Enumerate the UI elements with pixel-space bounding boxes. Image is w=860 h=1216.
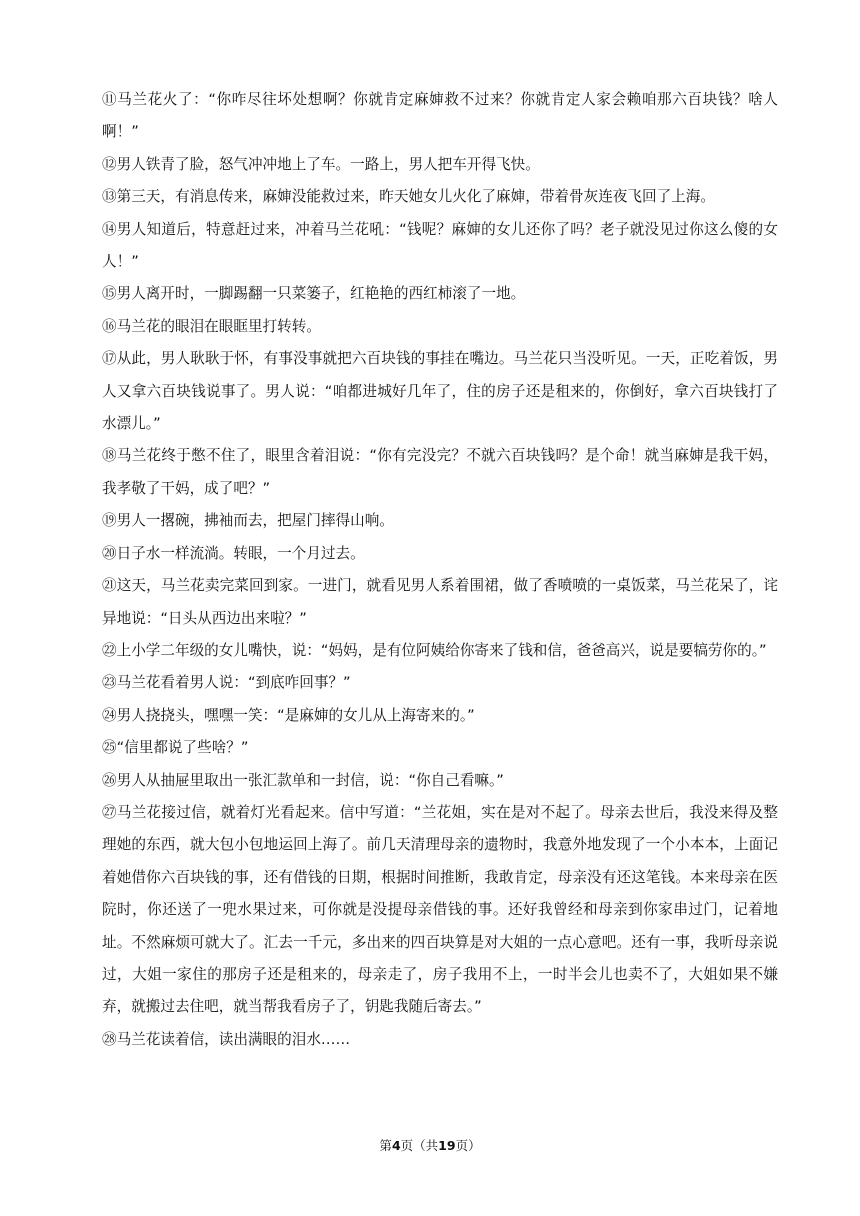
page-footer xyxy=(0,1136,860,1154)
footer-page-number: 4 xyxy=(391,1138,401,1153)
paragraph-26: ㉖男人从抽屉里取出一张汇款单和一封信，说：“你自己看嘛。” xyxy=(102,771,504,789)
paragraph-15: ⑮男人离开时，一脚踢翻一只菜篓子，红艳艳的西红柿滚了一地。 xyxy=(102,285,526,303)
paragraph-21: ㉑这天，马兰花卖完菜回到家。一进门，就看见男人系着围裙，做了香喷喷的一桌饭菜，马兰花呆了，诧异地说：“日头从西边出来啦？” xyxy=(102,577,778,627)
paragraph-27: ㉗马兰花接过信，就着灯光看起来。信中写道：“兰花姐，实在是对不起了。母亲去世后，我没来得及整理她的东西，就大包小包地运回上海了。前几天清理母亲的遗物时，我意外地发现了一个小本本，上面记着她借你六百块钱的事，还有借钱的日期，根据时间推断，我敢肯定，母亲没有还这笔钱。本来母亲在医院时，你还送了一兜水果过来，可你就是没提母亲借钱的事。还好我曾经和母亲到你家串过门，记着地址。不然麻烦可就大了。汇去一千元，多出来的四百块算是对大姐的一点心意吧。还有一事，我听母亲说过，大姐一家住的那房子还是租来的，母亲走了，房子我用不上，一时半会儿也卖不了，大姐如果不嫌弃，就搬过去住吧，就当帮我看房子了，钥匙我随后寄去。” xyxy=(102,803,778,1016)
paragraph-24: ㉔男人挠挠头，嘿嘿一笑：“是麻婶的女儿从上海寄来的。” xyxy=(102,706,475,724)
footer-middle: 页（共 xyxy=(400,1138,439,1153)
footer-suffix: 页） xyxy=(455,1138,481,1153)
paragraph-25: ㉕“信里都说了些啥？” xyxy=(102,739,249,757)
footer-total-pages: 19 xyxy=(438,1138,456,1153)
paragraph-12: ⑫男人铁青了脸，怒气冲冲地上了车。一路上，男人把车开得飞快。 xyxy=(102,155,540,173)
paragraph-20: ⑳日子水一样流淌。转眼，一个月过去。 xyxy=(102,544,365,562)
paragraph-22: ㉒上小学二年级的女儿嘴快，说：“妈妈，是有位阿姨给你寄来了钱和信，爸爸高兴，说是要犒劳你的。” xyxy=(102,641,767,659)
paragraph-18: ⑱马兰花终于憋不住了，眼里含着泪说：“你有完没完？不就六百块钱吗？是个命！就当麻婶是我干妈，我孝敬了干妈，成了吧？” xyxy=(102,447,778,497)
paragraph-17: ⑰从此，男人耿耿于怀，有事没事就把六百块钱的事挂在嘴边。马兰花只当没听见。一天，正吃着饭，男人又拿六百块钱说事了。男人说：“咱都进城好几年了，住的房子还是租来的，你倒好，拿六百块钱打了水漂儿。” xyxy=(102,350,778,433)
paragraph-16: ⑯马兰花的眼泪在眼眶里打转转。 xyxy=(102,317,321,335)
paragraph-28: ㉘马兰花读着信，读出满眼的泪水…… xyxy=(102,1030,351,1048)
article-body xyxy=(102,84,778,1056)
paragraph-14: ⑭男人知道后，特意赶过来，冲着马兰花吼：“钱呢？麻婶的女儿还你了吗？老子就没见过你这么傻的女人！” xyxy=(102,220,778,271)
footer-prefix: 第 xyxy=(379,1138,392,1153)
paragraph-23: ㉓马兰花看着男人说：“到底咋回事？” xyxy=(102,674,351,692)
paragraph-13: ⑬第三天，有消息传来，麻婶没能救过来，昨天她女儿火化了麻婶，带着骨灰连夜飞回了上海。 xyxy=(102,188,715,206)
paragraph-11: ⑪马兰花火了：“你咋尽往坏处想啊？你就肯定麻婶救不过来？你就肯定人家会赖咱那六百块钱？啥人啊！” xyxy=(102,91,778,141)
paragraph-19: ⑲男人一撂碗，拂袖而去，把屋门摔得山响。 xyxy=(102,512,394,530)
